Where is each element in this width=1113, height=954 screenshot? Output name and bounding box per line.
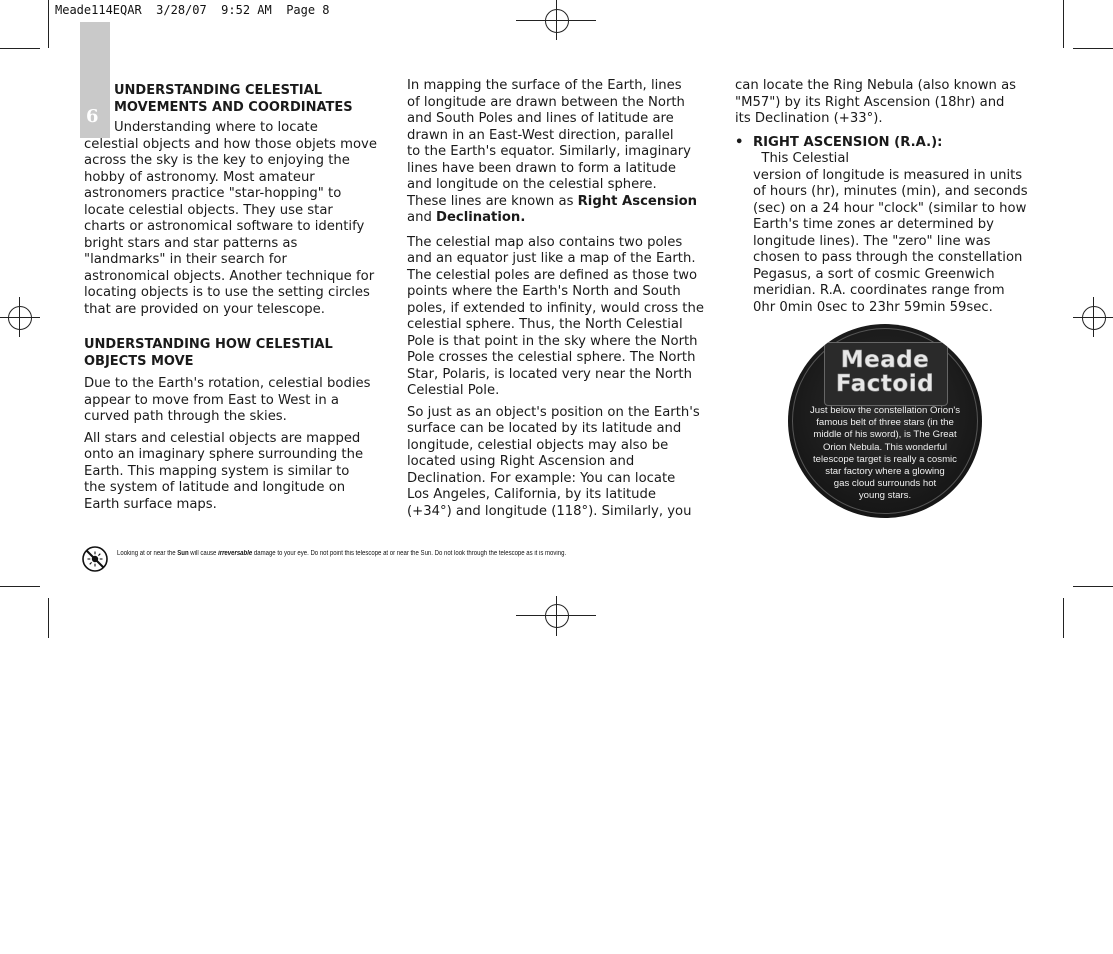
page-number: 6 [86, 106, 99, 127]
column-3 [735, 78, 1035, 316]
paragraph-celestial-poles: The celestial map also contains two poles and an equator just like a map of the Earth. The celestial poles are defined as those two points where the Earth's North and South poles, if extended to infinity, would cross the celestial sphere. Thus, the North Celestial Pole is that point in the sky where the North Pole crosses the celestial sphere. The North Star, Polaris, is located very near the North Celestial Pole. [407, 234, 704, 398]
heading-how-objects-move-line2: OBJECTS MOVE [84, 354, 194, 369]
factoid-title: Meade Factoid [835, 347, 935, 397]
meade-factoid-badge [788, 324, 982, 518]
paragraph-earth-rotation: Due to the Earth's rotation, celestial bodies appear to move from East to West in a curved path through the skies. [84, 376, 371, 424]
heading-celestial-movements-line1: UNDERSTANDING CELESTIAL [114, 83, 322, 98]
paragraph-mapping-earth: In mapping the surface of the Earth, lines of longitude are drawn between the North and South Poles and lines of latitude are drawn in an East-West direction, parallel to the Earth's equator. Similarly, imaginary lines have been drawn to form a latitude and longitude on the celestial sphere. These lines are known as Right Ascension and Declination. [407, 78, 698, 225]
paragraph-ring-nebula: can locate the Ring Nebula (also known as "M57") by its Right Ascension (18hr) and its Declination (+33°). [735, 78, 1017, 126]
bullet-right-ascension: • RIGHT ASCENSION (R.A.): This Celestial version of longitude is measured in units of hours (hr), minutes (min), and seconds (sec) on a 24 hour "clock" (similar to how Earth's time zones ar determined by longitude lines). The "zero" line was chosen to pass through the constellation Pegasus, a sort of cosmic Greenwich meridian. R.A. coordinates range from 0hr 0min 0sec to 23hr 59min 59sec. [735, 134, 1028, 315]
heading-celestial-movements-line2: MOVEMENTS AND COORDINATES [114, 100, 353, 115]
term-right-ascension: Right Ascension [577, 193, 698, 209]
factoid-text: Just below the constellation Orion's famous belt of three stars (in the middle of his sword), is The Great Orion Nebula. This wonderful telescope target is really a cosmic star factory where a glowing gas cloud surrounds hot young stars. [809, 405, 961, 502]
paragraph-position-example: So just as an object's position on the Earth's surface can be located by its latitude and longitude, celestial objects may also be located using Right Ascension and Declination. For example: You can locate Los Angeles, California, by its latitude (+34°) and longitude (118°). Similarly, you [407, 404, 700, 519]
term-right-ascension-ra: RIGHT ASCENSION (R.A.): [753, 134, 943, 150]
sun-warning-text: Looking at or near the Sun will cause irreversable damage to your eye. Do not point this telescope at or near the Sun. Do not look through the telescope as it is moving. [117, 550, 567, 557]
paragraph-imaginary-sphere: All stars and celestial objects are mapped onto an imaginary sphere surrounding the Earth. This mapping system is similar to the system of latitude and longitude on Earth surface maps. [84, 430, 364, 512]
bullet-icon: • [735, 134, 744, 150]
column-1 [84, 82, 380, 518]
heading-how-objects-move-line1: UNDERSTANDING HOW CELESTIAL [84, 337, 333, 352]
term-declination: Declination. [436, 210, 526, 225]
slug-line: Meade114EQAR 3/28/07 9:52 AM Page 8 [55, 3, 330, 17]
sun-warning-icon [82, 546, 108, 572]
column-2 [407, 78, 707, 525]
paragraph-locating-objects: Understanding where to locate celestial objects and how those objets move across the sky is the key to enjoying the hobby of astronomy. Most amateur astronomers practice "star-hopping" to locate celestial objects. They use star charts or astronomical software to identify bright stars and star patterns as "landmarks" in their search for astronomical objects. Another technique for locating objects is to use the setting circles that are provided on your telescope. [84, 120, 377, 317]
